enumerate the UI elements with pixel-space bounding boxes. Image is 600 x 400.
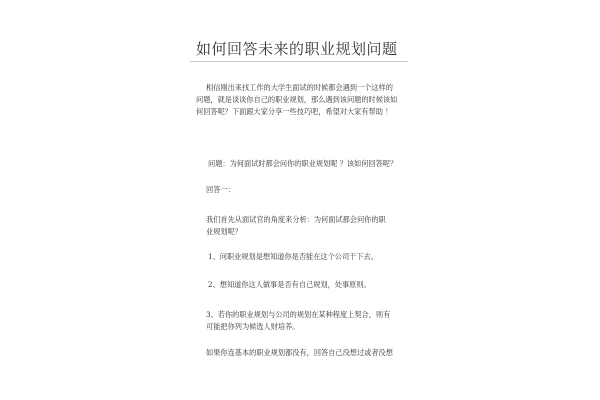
intro-line: 相信刚出来找工作的大学生面试的时候都会遇到一个这样的 [206, 83, 393, 92]
closing-paragraph: 如果你连基本的职业规划都没有，回答自己没想过或者没想 [206, 348, 393, 357]
analysis-paragraph [206, 214, 386, 238]
document-title: 如何回答未来的职业规划问题 [196, 40, 398, 58]
title-underline [190, 61, 408, 62]
answer-label: 回答一： [206, 185, 235, 194]
analysis-line: 我们首先从面试官的角度来分析：为何面试都会问你的职 [206, 215, 386, 224]
point-two: 2、想知道你这人做事是否有自己规划，处事原则。 [208, 280, 371, 289]
point-one: 1、问职业规划是想知道你是否能在这个公司干下去。 [208, 252, 378, 261]
point-three-line: 可能把你列为候选人财培养。 [206, 322, 300, 331]
intro-line: 问题，就是谈谈你自己的职业规划，那么遇到该问题的时候该如 [196, 95, 398, 104]
intro-paragraph [196, 82, 398, 118]
point-three [206, 309, 390, 333]
point-three-line: 3、若你的职业规划与公司的规划在某种程度上契合，则有 [206, 310, 391, 319]
analysis-line: 业规划呢？ [206, 227, 242, 236]
question-paragraph: 问题：为何面试时都会问你的职业规划呢 ？该如何回答呢？ [208, 159, 398, 168]
intro-line: 何回答呢？下面跟大家分享一些技巧吧，希望对大家有帮助 ！ [196, 107, 393, 116]
